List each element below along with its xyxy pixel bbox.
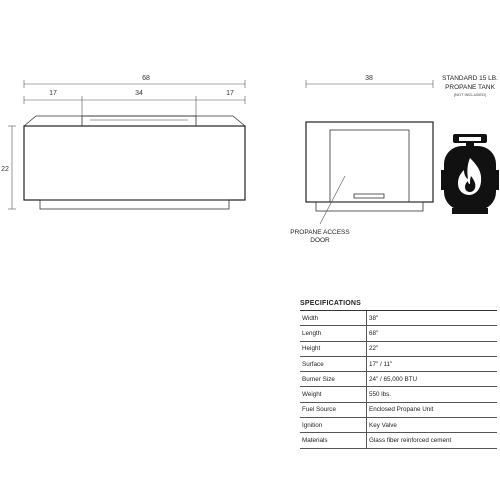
- spec-row: [300, 402, 497, 417]
- spec-row: [300, 311, 497, 326]
- spec-value: 22": [367, 341, 498, 356]
- access-door-label-line1: PROPANE ACCESS: [290, 229, 350, 236]
- fire-table-body: [24, 126, 245, 200]
- tank-label-line1: STANDARD 15 LB.: [442, 75, 498, 82]
- spec-value: Glass fiber reinforced cement: [367, 433, 498, 448]
- spec-label: Surface: [300, 356, 367, 371]
- spec-row: [300, 418, 497, 433]
- tank-foot-ring: [452, 208, 488, 214]
- spec-row: [300, 341, 497, 356]
- tank-side-left: [441, 170, 444, 190]
- spec-row: [300, 433, 497, 448]
- top-edge-left: [24, 116, 36, 126]
- spec-label: Length: [300, 326, 367, 341]
- specifications-table: [300, 311, 497, 449]
- spec-row: [300, 372, 497, 387]
- side-view: [290, 75, 433, 244]
- tank-label-line2: PROPANE TANK: [445, 84, 495, 91]
- tank-side-right: [496, 170, 499, 190]
- spec-value: 24" / 65,000 BTU: [367, 372, 498, 387]
- spec-value: 68": [367, 326, 498, 341]
- tank-handle-gap: [459, 137, 481, 141]
- spec-label: Burner Size: [300, 372, 367, 387]
- spec-label: Fuel Source: [300, 402, 367, 417]
- tank-not-included-note: (NOT INCLUDED): [453, 92, 487, 97]
- specifications-title: SPECIFICATIONS: [300, 300, 497, 311]
- propane-tank-icon: [441, 134, 499, 214]
- spec-label: Materials: [300, 433, 367, 448]
- height-label: 22: [1, 166, 9, 173]
- spec-label: Width: [300, 311, 367, 326]
- propane-access-door: [330, 130, 409, 202]
- center-segment-label: 34: [135, 90, 143, 97]
- specifications-table-body: [300, 311, 497, 448]
- specifications-panel: [300, 300, 497, 449]
- spec-row: [300, 326, 497, 341]
- side-plinth-base: [316, 202, 423, 211]
- propane-tank: [441, 75, 499, 214]
- overall-width-label: 68: [142, 75, 150, 82]
- spec-value: 17" / 11": [367, 356, 498, 371]
- front-view: [1, 75, 245, 209]
- right-segment-label: 17: [226, 90, 234, 97]
- spec-value: 38": [367, 311, 498, 326]
- top-edge-right: [233, 116, 245, 126]
- spec-label: Ignition: [300, 418, 367, 433]
- spec-label: Height: [300, 341, 367, 356]
- spec-label: Weight: [300, 387, 367, 402]
- left-segment-label: 17: [49, 90, 57, 97]
- side-width-label: 38: [365, 75, 373, 82]
- access-door-label-line2: DOOR: [310, 237, 330, 244]
- plinth-base: [40, 200, 229, 209]
- spec-row: [300, 387, 497, 402]
- side-body: [306, 122, 433, 202]
- door-handle: [354, 194, 384, 198]
- spec-value: Key Valve: [367, 418, 498, 433]
- spec-row: [300, 356, 497, 371]
- access-door-leader-line: [320, 176, 345, 224]
- burner-recess: [82, 116, 196, 126]
- spec-value: Enclosed Propane Unit: [367, 402, 498, 417]
- spec-value: 550 lbs.: [367, 387, 498, 402]
